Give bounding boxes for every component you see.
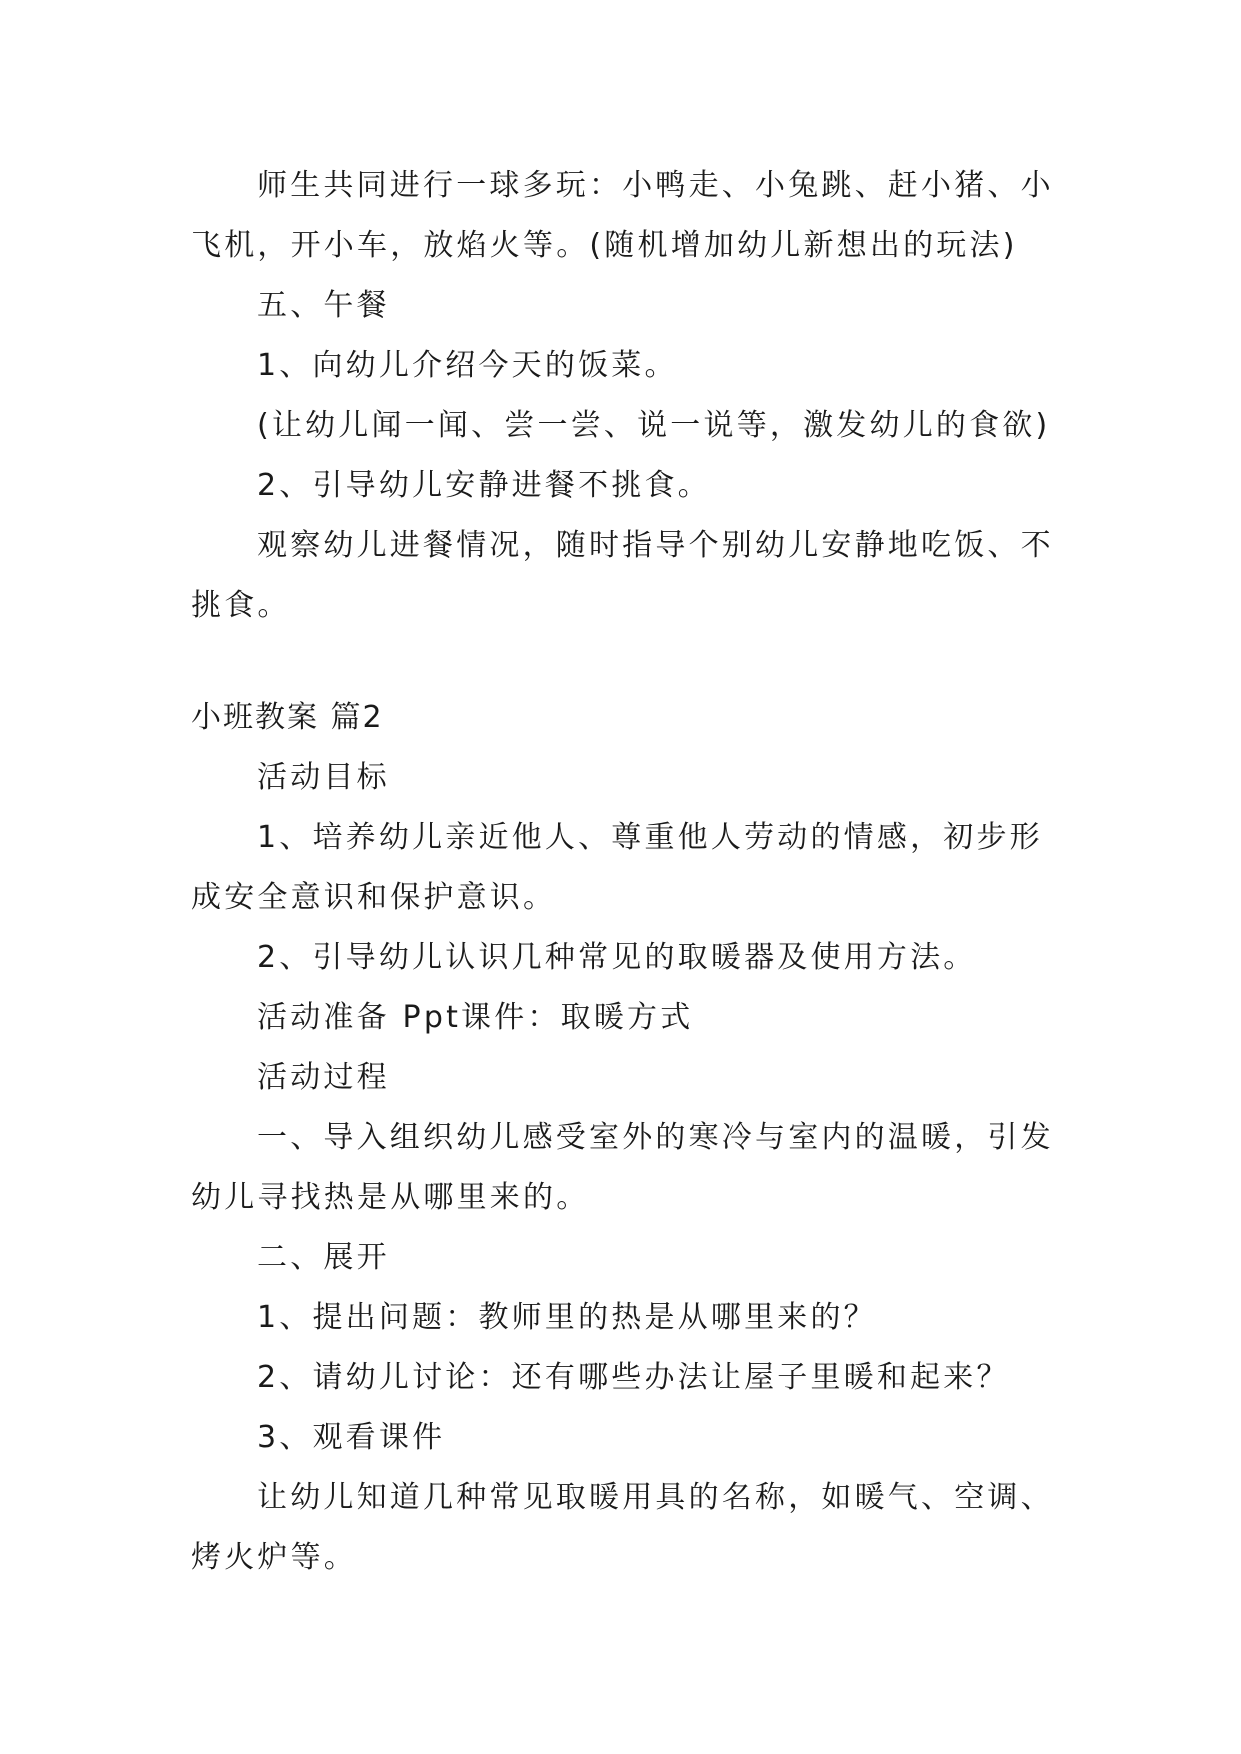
section-heading: 二、展开 — [257, 1240, 390, 1275]
section-heading: 活动过程 — [257, 1060, 390, 1095]
paragraph-line: 飞机，开小车，放焰火等。(随机增加幼儿新想出的玩法) — [191, 228, 1018, 263]
paragraph-line: 2、引导幼儿安静进餐不挑食。 — [257, 468, 711, 503]
paragraph-line: 成安全意识和保护意识。 — [191, 880, 557, 915]
paragraph-line: 1、培养幼儿亲近他人、尊重他人劳动的情感，初步形 — [257, 820, 1043, 855]
paragraph-line: 挑食。 — [191, 588, 291, 623]
paragraph-line: 2、引导幼儿认识几种常见的取暖器及使用方法。 — [257, 940, 977, 975]
paragraph-line: 烤火炉等。 — [191, 1540, 357, 1575]
paragraph-line: 师生共同进行一球多玩：小鸭走、小兔跳、赶小猪、小 — [257, 168, 1054, 203]
paragraph-line: 3、观看课件 — [257, 1420, 446, 1455]
paragraph-line: 1、向幼儿介绍今天的饭菜。 — [257, 348, 678, 383]
section-heading: 五、午餐 — [257, 288, 390, 323]
paragraph-line: 活动准备 Ppt课件：取暖方式 — [257, 1000, 694, 1035]
document-section-title: 小班教案 篇2 — [191, 700, 384, 735]
paragraph-line: 让幼儿知道几种常见取暖用具的名称，如暖气、空调、 — [257, 1480, 1054, 1515]
paragraph-line: 观察幼儿进餐情况，随时指导个别幼儿安静地吃饭、不 — [257, 528, 1054, 563]
paragraph-line: (让幼儿闻一闻、尝一尝、说一说等，激发幼儿的食欲) — [257, 408, 1051, 443]
paragraph-line: 一、导入组织幼儿感受室外的寒冷与室内的温暖，引发 — [257, 1120, 1054, 1155]
paragraph-line: 2、请幼儿讨论：还有哪些办法让屋子里暖和起来？ — [257, 1360, 1010, 1395]
paragraph-line: 1、提出问题：教师里的热是从哪里来的？ — [257, 1300, 877, 1335]
paragraph-line: 幼儿寻找热是从哪里来的。 — [191, 1180, 590, 1215]
section-heading: 活动目标 — [257, 760, 390, 795]
